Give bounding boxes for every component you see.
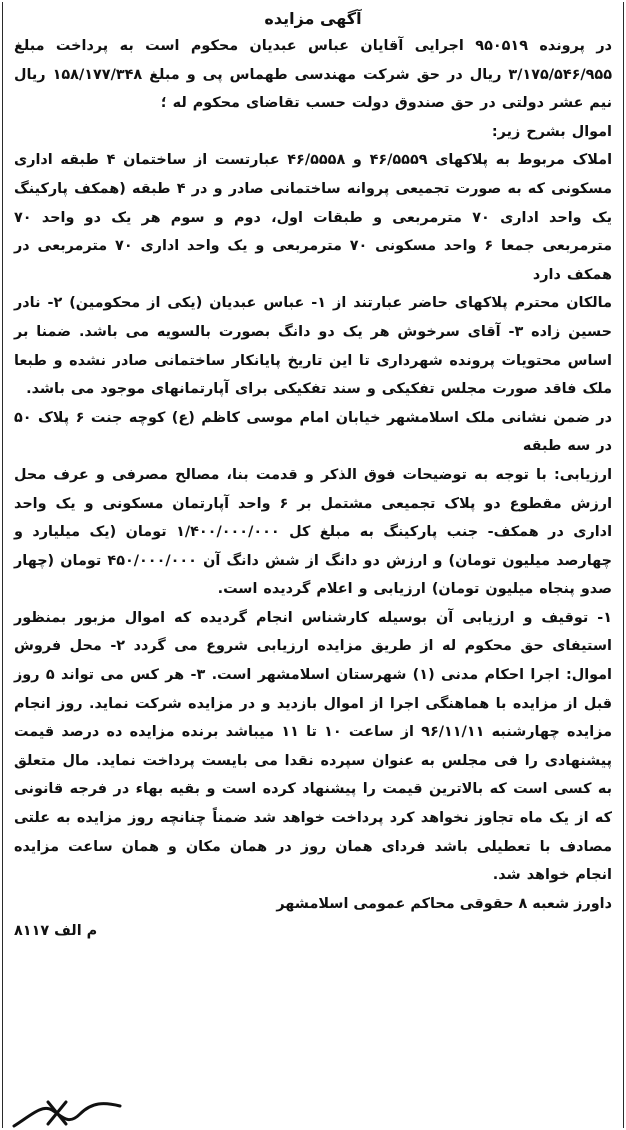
notice-paragraph-property: املاک مربوط به پلاکهای ۴۶/۵۵۵۹ و ۴۶/۵۵۵۸ عبارتست از ساختمان ۴ طبقه اداری مسکونی که به صورت تجمیعی پروانه ساختمانی صادر و در ۴ طبقه (همکف پارکینگ یک واحد اداری ۷۰ مترمربعی و طبقات اول، دوم و سوم هر یک دو واحد ۷۰ مترمربعی جمعا ۶ واحد مسکونی ۷۰ مترمربعی و یک واحد اداری ۷۰ مترمربعی در همکف دارد bbox=[14, 152, 613, 283]
notice-signature: داورز شعبه ۸ حقوقی محاکم عمومی اسلامشهر bbox=[276, 895, 612, 912]
notice-paragraph-valuation: ارزیابی: با توجه به توضیحات فوق الذکر و قدمت بنا، مصالح مصرفی و عرف محل ارزش مقطوع دو پلاک تجمیعی مشتمل بر ۶ واحد آپارتمان مسکونی و یک واحد اداری در همکف- جنب پارکینگ به مبلغ کل ۱/۴۰۰/۰۰۰/۰۰۰ تومان (یک میلیارد و چهارصد میلیون تومان) و ارزش دو دانگ از شش دانگ آن ۴۵۰/۰۰۰/۰۰۰ تومان (چهار صدو پنجاه میلیون تومان) ارزیابی و اعلام گردیده است. bbox=[14, 466, 613, 598]
notice-paragraph-debt: در پرونده ۹۵۰۵۱۹ اجرایی آقایان عباس عبدیان محکوم است به پرداخت مبلغ ۳/۱۷۵/۵۴۶/۹۵۵ ریال در حق شرکت مهندسی طهماس پی و مبلغ ۱۵۸/۱۷۷/۳۴۸ ریال نیم عشر دولتی در حق صندوق دولت حسب تقاضای محکوم له ؛ bbox=[14, 38, 613, 112]
notice-paragraph-address: در ضمن نشانی ملک اسلامشهر خیابان امام موسی کاظم (ع) کوچه جنت ۶ پلاک ۵۰ در سه طبقه bbox=[14, 409, 612, 455]
notice-reference-code: م الف ۸۱۱۷ bbox=[14, 923, 98, 940]
notice-title: آگهی مزایده bbox=[264, 9, 362, 28]
notice-paragraph-assets-heading: اموال بشرح زیر: bbox=[491, 123, 612, 140]
notice-paragraph-owners: مالکان محترم پلاکهای حاضر عبارتند از ۱- عباس عبدیان (یکی از محکومین) ۲- نادر حسین زاده ۳- آقای سرخوش هر یک دو دانگ بصورت بالسویه می باشد. ضمنا بر اساس محتویات پرونده شهرداری تا این تاریخ پایانکار ساختمانی صادر نشده و طبعا ملک فاقد صورت مجلس تفکیکی و سند تفکیکی برای آپارتمانهای موجود می باشد. bbox=[14, 295, 612, 398]
handwritten-mark-icon bbox=[8, 1096, 128, 1130]
notice-paragraph-terms: ۱- توقیف و ارزیابی آن بوسیله کارشناس انجام گردیده که اموال مزبور بمنظور استیفای حق محکوم له از طریق مزایده ارزیابی شروع می گردد ۲- محل فروش اموال: اجرا احکام مدنی (۱) شهرستان اسلامشهر است. ۳- هر کس می تواند ۵ روز قبل از مزایده با هماهنگی اجرا از اموال بازدید و در مزایده شرکت نماید. روز انجام مزایده چهارشنبه ۹۶/۱۱/۱۱ از ساعت ۱۰ تا ۱۱ میباشد برنده مزایده ده درصد قیمت پیشنهادی را فی مجلس به عنوان سپرده نقدا می بایست پرداخت نماید. مال متعلق به کسی است که بالاترین قیمت را پیشنهاد کرده است و بقیه بهاء در فرجه قانونی که از یک ماه تجاوز نخواهد کرد پرداخت خواهد شد ضمناً چنانچه روز مزایده به علتی مصادف با تعطیلی باشد فردای همان روز در همان مکان و همان ساعت مزایده انجام خواهد شد. bbox=[14, 609, 613, 884]
